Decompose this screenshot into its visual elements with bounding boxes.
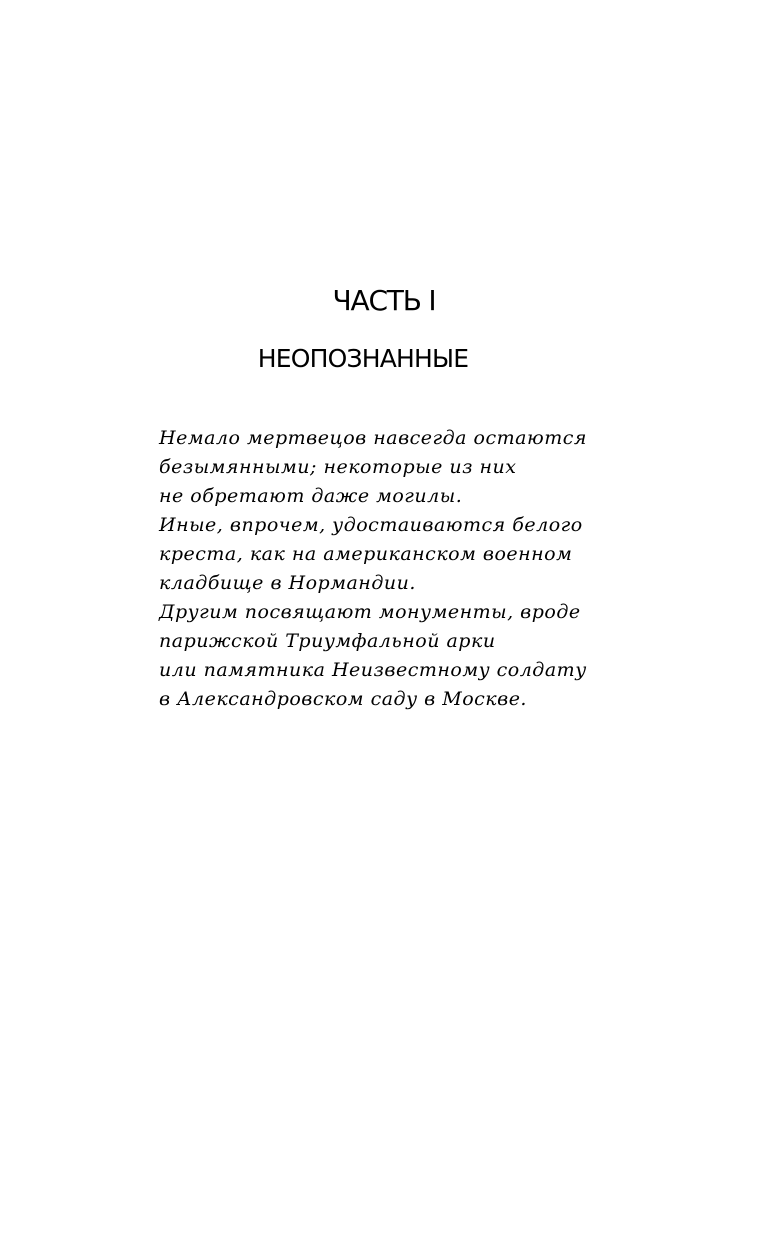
part-subtitle: НЕОПОЗНАННЫЕ xyxy=(257,344,469,373)
epigraph-line: Другим посвящают монументы, вроде xyxy=(159,601,581,623)
epigraph-line: не обретают даже могилы. xyxy=(159,485,463,507)
epigraph-line: или памятника Неизвестному солдату xyxy=(159,659,587,681)
epigraph xyxy=(159,424,739,714)
epigraph-line: креста, как на американском военном xyxy=(159,543,573,565)
epigraph-line: в Александровском саду в Москве. xyxy=(159,688,527,710)
epigraph-line: кладбище в Нормандии. xyxy=(159,572,416,594)
part-title: ЧАСТЬ I xyxy=(332,284,436,317)
epigraph-line: Немало мертвецов навсегда остаются xyxy=(159,427,587,449)
epigraph-line: Иные, впрочем, удостаиваются белого xyxy=(159,514,583,536)
epigraph-line: безымянными; некоторые из них xyxy=(159,456,517,478)
epigraph-line: парижской Триумфальной арки xyxy=(159,630,496,652)
